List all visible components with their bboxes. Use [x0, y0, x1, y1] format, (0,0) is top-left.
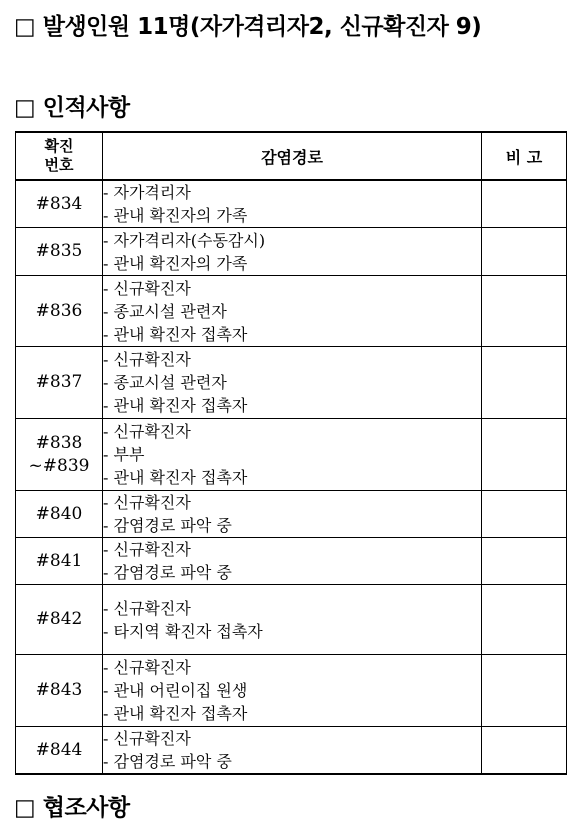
infection-route-line: - 신규확진자	[103, 278, 191, 298]
infection-route-line: - 관내 확진자 접촉자	[103, 468, 248, 487]
infection-route-cell	[103, 655, 482, 727]
case-number: #836	[35, 300, 83, 321]
infection-route-line: - 타지역 확진자 접촉자	[103, 621, 263, 641]
note-cell	[482, 276, 567, 347]
note-cell	[482, 585, 567, 655]
table-row	[16, 228, 567, 276]
case-number: #842	[35, 609, 83, 629]
header-infection-route: 감염경로	[103, 132, 482, 180]
infection-route-line: - 신규확진자	[103, 493, 191, 512]
infection-route-line: - 감염경로 파악 중	[103, 516, 232, 535]
infection-route-cell	[103, 538, 482, 585]
note-cell	[482, 491, 567, 538]
note-cell	[482, 347, 567, 419]
note-cell	[482, 538, 567, 585]
header-case-number	[16, 132, 103, 180]
case-number-cell	[16, 655, 103, 727]
case-number-cell	[16, 491, 103, 538]
note-cell	[482, 180, 567, 228]
case-number-cell	[16, 276, 103, 347]
header-case-number-line1: 확진	[44, 137, 74, 155]
infection-route-line: - 관내 확진자 접촉자	[103, 324, 248, 344]
case-number: #835	[35, 241, 83, 261]
case-number: #843	[35, 680, 83, 700]
case-number: ~#839	[28, 455, 90, 476]
infection-route-line: - 신규확진자	[103, 729, 191, 748]
section-heading-cooperation: □ 협조사항	[14, 795, 130, 821]
header-case-number-line2: 번호	[44, 156, 74, 174]
note-cell	[482, 655, 567, 727]
infection-route-cell	[103, 276, 482, 347]
case-table	[15, 131, 567, 775]
infection-route-cell	[103, 727, 482, 775]
infection-route-cell	[103, 347, 482, 419]
infection-route-line: - 자가격리자	[103, 183, 191, 202]
case-number-cell	[16, 180, 103, 228]
infection-route-line: - 관내 확진자 접촉자	[103, 704, 248, 723]
case-number-cell	[16, 347, 103, 419]
infection-route-line: - 감염경로 파악 중	[103, 752, 232, 771]
case-number-cell	[16, 585, 103, 655]
infection-route-line: - 신규확진자	[103, 540, 191, 559]
infection-route-line: - 관내 확진자 접촉자	[103, 396, 248, 415]
main-heading: □ 발생인원 11명(자가격리자2, 신규확진자 9)	[14, 14, 482, 40]
section-heading-personal-info: □ 인적사항	[14, 95, 130, 121]
infection-route-cell	[103, 419, 482, 491]
note-cell	[482, 419, 567, 491]
infection-route-line: - 관내 확진자의 가족	[103, 206, 248, 225]
infection-route-line: - 신규확진자	[103, 658, 191, 677]
infection-route-line: - 신규확진자	[103, 350, 191, 369]
table-row	[16, 347, 567, 419]
case-number: #841	[35, 550, 83, 571]
header-note: 비 고	[482, 132, 567, 180]
infection-route-line: - 종교시설 관련자	[103, 373, 227, 392]
case-number-cell	[16, 538, 103, 585]
case-number: #840	[35, 503, 83, 524]
infection-route-cell	[103, 180, 482, 228]
infection-route-line: - 관내 확진자의 가족	[103, 253, 248, 273]
infection-route-cell	[103, 585, 482, 655]
table-row	[16, 655, 567, 727]
table-row	[16, 276, 567, 347]
infection-route-line: - 부부	[103, 445, 145, 464]
infection-route-line: - 자가격리자(수동감시)	[103, 230, 266, 250]
case-number-cell	[16, 727, 103, 775]
infection-route-cell	[103, 491, 482, 538]
infection-route-line: - 신규확진자	[103, 598, 191, 618]
table-row	[16, 491, 567, 538]
case-number-cell	[16, 419, 103, 491]
case-number: #844	[35, 739, 83, 760]
table-row	[16, 180, 567, 228]
infection-route-line: - 종교시설 관련자	[103, 301, 227, 321]
infection-route-line: - 감염경로 파악 중	[103, 563, 232, 582]
case-number: #834	[35, 193, 83, 214]
note-cell	[482, 228, 567, 276]
table-row	[16, 538, 567, 585]
table-row	[16, 585, 567, 655]
table-row	[16, 419, 567, 491]
table-header-row	[16, 132, 567, 180]
infection-route-line: - 신규확진자	[103, 422, 191, 441]
case-number: #837	[35, 372, 83, 392]
infection-route-line: - 관내 어린이집 원생	[103, 681, 248, 700]
case-number-cell	[16, 228, 103, 276]
note-cell	[482, 727, 567, 775]
table-row	[16, 727, 567, 775]
infection-route-cell	[103, 228, 482, 276]
case-number: #838	[35, 432, 83, 453]
